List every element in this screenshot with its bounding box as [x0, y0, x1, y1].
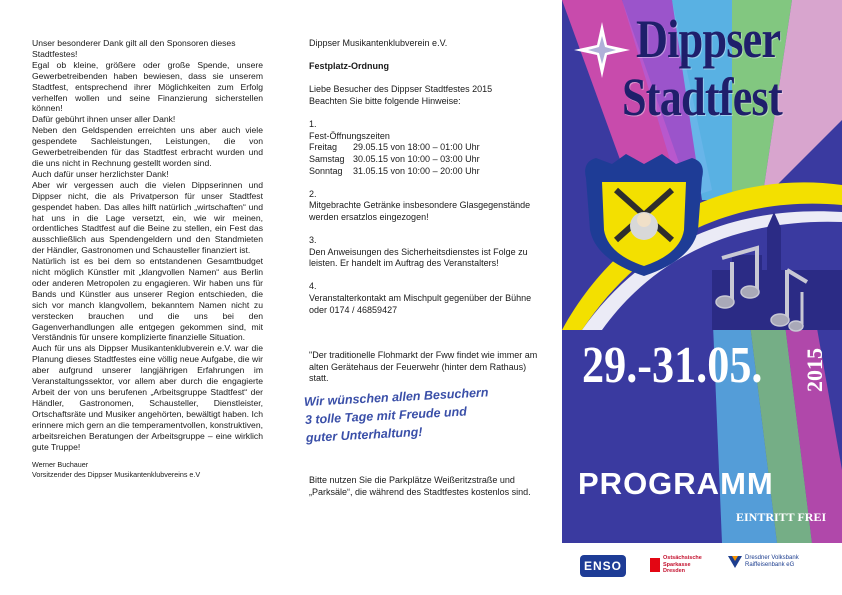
signature-role: Vorsitzender des Dippser Musikantenklubvereins e.V: [32, 469, 201, 479]
section-heading: Festplatz-Ordnung: [309, 61, 389, 72]
sponsor-thanks-panel: [0, 0, 281, 595]
intro-line: Liebe Besucher des Dippser Stadtfestes 2015: [309, 84, 493, 95]
rule-number: 4.: [309, 281, 317, 292]
cover-title-line2: Stadtfest: [622, 67, 782, 127]
volksbank-logo: Dresdner Volksbank Raiffeisenbank eG: [728, 555, 834, 569]
sponsor-logos: [562, 543, 842, 595]
thanks-paragraph: Aber wir vergessen auch die vielen Dippserinnen und Dippser nicht, die als Privatperson für unser Stadtfest gespendet haben. Das alles hilft natürlich „wirtschaften“ und hat uns in die Lage versetzt, ein, wie wir meinen, ordentliches Stadtfest auf die Beine zu stellen, ein Fest das ausschließlich aus Spendengeldern und den Standmieten der Händler, Gastronomen und Schausteller finanziert ist.: [32, 179, 263, 256]
rule-number: 2.: [309, 188, 317, 199]
thanks-paragraph: Unser besonderer Dank gilt all den Sponsoren dieses Stadtfestes!: [32, 38, 236, 59]
festival-dates: 29.-31.05.: [582, 337, 763, 394]
schedule-row: Sonntag 31.05.15 von 10:00 – 20:00 Uhr: [309, 165, 480, 176]
programm-heading: PROGRAMM: [578, 466, 774, 501]
rule-number: 1.: [309, 119, 317, 130]
rule-text: Veranstalterkontakt am Mischpult gegenüber der Bühne oder 0174 / 46859427: [309, 293, 532, 315]
signature-name: Werner Buchauer: [32, 460, 89, 470]
org-name: Dippser Musikantenklubverein e.V.: [309, 38, 448, 48]
enso-logo: ENSO: [580, 555, 626, 577]
thanks-paragraph: Auch für uns als Dippser Musikantenklubverein e.V. war die Planung dieses Stadtfestes eine völlig neue Aufgabe, die wir aber aufgrund unserer langjährigen Erfahrungen im Veranstaltungssektor, vor allem aber durch die engagierte Arbeit der von uns berufenen „Arbeitsgruppe Stadtfest“ der Händler, Gastronomen, Schausteller, Dienstleister, Ortschaftsräte und Musiker angehörten, bewältigt haben. Ich erinnere mich gern an die temperamentvollen, konstruktiven, arbeitsreichen Beratungen der Arbeitsgruppe – eine wirklich gute Truppe!: [32, 343, 263, 452]
festplatz-ordnung-panel: [281, 0, 562, 595]
volksbank-mark-icon: [728, 556, 742, 568]
thanks-paragraph: Egal ob kleine, größere oder große Spende, unsere Gewerbetreibenden haben bewiesen, dass sie unserem Stadtfest, entsprechend ihrer Möglichkeiten zum Erfolg verhelfen wollen und seine Finanzierung sicherstellen können!: [32, 59, 263, 114]
cover-title-line1: Dippser: [636, 9, 781, 69]
thanks-paragraph: Dafür gebührt ihnen unser aller Dank!: [32, 114, 176, 125]
thanks-paragraph: Auch dafür unser herzlichster Dank!: [32, 168, 169, 179]
schedule-row: Freitag 29.05.15 von 18:00 – 01:00 Uhr: [309, 142, 480, 153]
rule-title: Fest-Öffnungszeiten: [309, 130, 390, 141]
schedule-row: Samstag 30.05.15 von 10:00 – 03:00 Uhr: [309, 153, 480, 164]
intro-line: Beachten Sie bitte folgende Hinweise:: [309, 95, 461, 106]
sparkasse-mark-icon: [650, 558, 660, 572]
festival-year: 2015: [802, 348, 827, 392]
rule-text: Den Anweisungen des Sicherheitsdienstes ist Folge zu leisten. Er handelt im Auftrag des Veranstalters!: [309, 246, 528, 269]
rule-number: 3.: [309, 235, 317, 246]
entry-free-label: EINTRITT FREI: [736, 510, 827, 524]
thanks-paragraph: Neben den Geldspenden erreichten uns aber auch viele gespendete Sachleistungen, Leistungen, die von Gewerbetreibenden für das Stadtfest erbracht wurden und die uns nicht in Rechnung gestellt worden sind.: [32, 125, 263, 168]
slogan: Wir wünschen allen Besuchern 3 tolle Tage mit Freude und guter Unterhaltung!: [303, 385, 489, 445]
signature: [32, 460, 263, 479]
sparkasse-logo: Ostsächsische Sparkasse Dresden: [650, 555, 712, 575]
rule-text: Mitgebrachte Getränke insbesondere Glasgegenstände werden ersatzlos eingezogen!: [309, 200, 531, 222]
parking-note: Bitte nutzen Sie die Parkplätze Weißeritzstraße und „Parksäle“, die während des Stadtfestes kostenlos sind.: [309, 475, 531, 497]
flohmarkt-note: "Der traditionelle Flohmarkt der Fww findet wie immer am alten Gerätehaus der Feuerwehr (hinter dem Rathaus) statt.: [309, 350, 538, 384]
thanks-paragraph: Natürlich ist es bei dem so entstandenen Gesamtbudget nicht möglich Künstler mit „klangvollen Namen“ aus Berlin oder anderen Metropolen zu engagieren. Wir haben uns für Bands und Künstler aus unserer Region entschieden, die sich vor manch klangvollem, bekanntem Namen nicht zu verstecken brauchen und die uns bei den Gagenverhandlungen alle entgegen gekommen sind, mit Verständnis für unsere komplizierte finanzielle Situation.: [32, 256, 263, 343]
cover-panel: [562, 0, 842, 595]
